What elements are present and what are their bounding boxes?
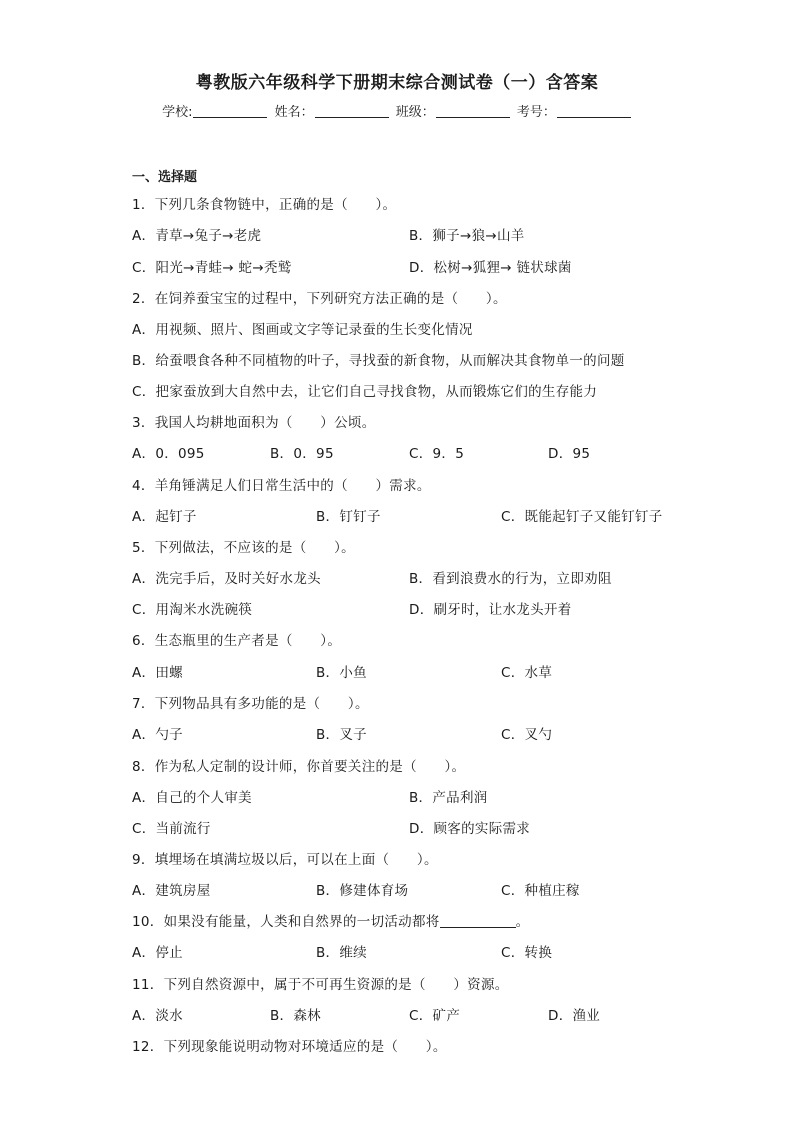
question-stem: 1．下列几条食物链中，正确的是（ ）。 xyxy=(132,197,397,213)
option[interactable]: D．松树→狐狸→ 链状球菌 xyxy=(409,260,572,276)
question-stem: 3．我国人均耕地面积为（ ）公顷。 xyxy=(132,415,376,431)
stem-end: 。 xyxy=(515,914,530,930)
option[interactable]: B．看到浪费水的行为，立即劝阻 xyxy=(409,571,612,587)
option[interactable]: A．起钉子 xyxy=(132,509,197,525)
exam-no-blank[interactable] xyxy=(557,104,631,118)
answer-blank[interactable] xyxy=(440,913,516,928)
exam-no-label: 考号： xyxy=(516,105,556,120)
option[interactable]: B．0．95 xyxy=(270,446,334,462)
student-info-line xyxy=(0,101,794,120)
option[interactable]: B．叉子 xyxy=(316,727,367,743)
option[interactable]: A．停止 xyxy=(132,945,183,961)
option[interactable]: A．自己的个人审美 xyxy=(132,790,252,806)
question-stem: 12．下列现象能说明动物对环境适应的是（ ）。 xyxy=(132,1039,447,1055)
school-label: 学校: xyxy=(162,105,193,120)
option[interactable]: C．9．5 xyxy=(409,446,465,462)
section-title: 一、选择题 xyxy=(132,170,198,185)
option[interactable]: C．用淘米水洗碗筷 xyxy=(132,602,253,618)
question-stem-fill xyxy=(132,910,529,930)
option[interactable]: C．水草 xyxy=(501,665,553,681)
option[interactable]: D．顾客的实际需求 xyxy=(409,821,531,837)
stem-text: 10．如果没有能量，人类和自然界的一切活动都将 xyxy=(132,914,440,930)
option[interactable]: C．当前流行 xyxy=(132,821,211,837)
option[interactable]: A．洗完手后，及时关好水龙头 xyxy=(132,571,321,587)
option[interactable]: B．维续 xyxy=(316,945,367,961)
page-title: 粤教版六年级科学下册期末综合测试卷（一）含答案 xyxy=(195,73,599,93)
option[interactable]: B．狮子→狼→山羊 xyxy=(409,228,525,244)
class-blank[interactable] xyxy=(436,104,510,118)
option[interactable]: D．渔业 xyxy=(548,1008,601,1024)
name-label: 姓名： xyxy=(274,105,314,120)
option[interactable]: C．转换 xyxy=(501,945,553,961)
option[interactable]: A．田螺 xyxy=(132,665,183,681)
option[interactable]: D．95 xyxy=(548,446,591,462)
option[interactable]: B．钉钉子 xyxy=(316,509,381,525)
option[interactable]: C．阳光→青蛙→ 蛇→秃鹫 xyxy=(132,260,292,276)
option[interactable]: B．产品利润 xyxy=(409,790,488,806)
question-stem: 6．生态瓶里的生产者是（ ）。 xyxy=(132,633,342,649)
option[interactable]: B．森林 xyxy=(270,1008,321,1024)
option[interactable]: C．矿产 xyxy=(409,1008,461,1024)
option[interactable]: C．把家蚕放到大自然中去，让它们自己寻找食物，从而锻炼它们的生存能力 xyxy=(132,384,598,400)
option[interactable]: A．用视频、照片、图画或文字等记录蚕的生长变化情况 xyxy=(132,322,473,338)
option[interactable]: C．种植庄稼 xyxy=(501,883,580,899)
name-blank[interactable] xyxy=(315,104,389,118)
school-blank[interactable] xyxy=(193,104,267,118)
question-stem: 2．在饲养蚕宝宝的过程中，下列研究方法正确的是（ ）。 xyxy=(132,291,507,307)
option[interactable]: B．修建体育场 xyxy=(316,883,409,899)
question-stem: 4．羊角锤满足人们日常生活中的（ ）需求。 xyxy=(132,478,431,494)
question-stem: 8．作为私人定制的设计师，你首要关注的是（ ）。 xyxy=(132,759,466,775)
option[interactable]: A．淡水 xyxy=(132,1008,183,1024)
option[interactable]: A．0．095 xyxy=(132,446,205,462)
question-stem: 9．填埋场在填满垃圾以后，可以在上面（ ）。 xyxy=(132,852,438,868)
question-stem: 5．下列做法，不应该的是（ ）。 xyxy=(132,540,355,556)
option[interactable]: D．刷牙时，让水龙头开着 xyxy=(409,602,572,618)
option[interactable]: C．既能起钉子又能钉钉子 xyxy=(501,509,663,525)
option[interactable]: A．青草→兔子→老虎 xyxy=(132,228,262,244)
option[interactable]: A．建筑房屋 xyxy=(132,883,211,899)
option[interactable]: B．给蚕喂食各种不同植物的叶子，寻找蚕的新食物，从而解决其食物单一的问题 xyxy=(132,353,625,369)
option[interactable]: C．叉勺 xyxy=(501,727,553,743)
question-stem: 11．下列自然资源中，属于不可再生资源的是（ ）资源。 xyxy=(132,977,509,993)
option[interactable]: A．勺子 xyxy=(132,727,183,743)
question-stem: 7．下列物品具有多功能的是（ ）。 xyxy=(132,696,369,712)
class-label: 班级： xyxy=(395,105,435,120)
option[interactable]: B．小鱼 xyxy=(316,665,367,681)
